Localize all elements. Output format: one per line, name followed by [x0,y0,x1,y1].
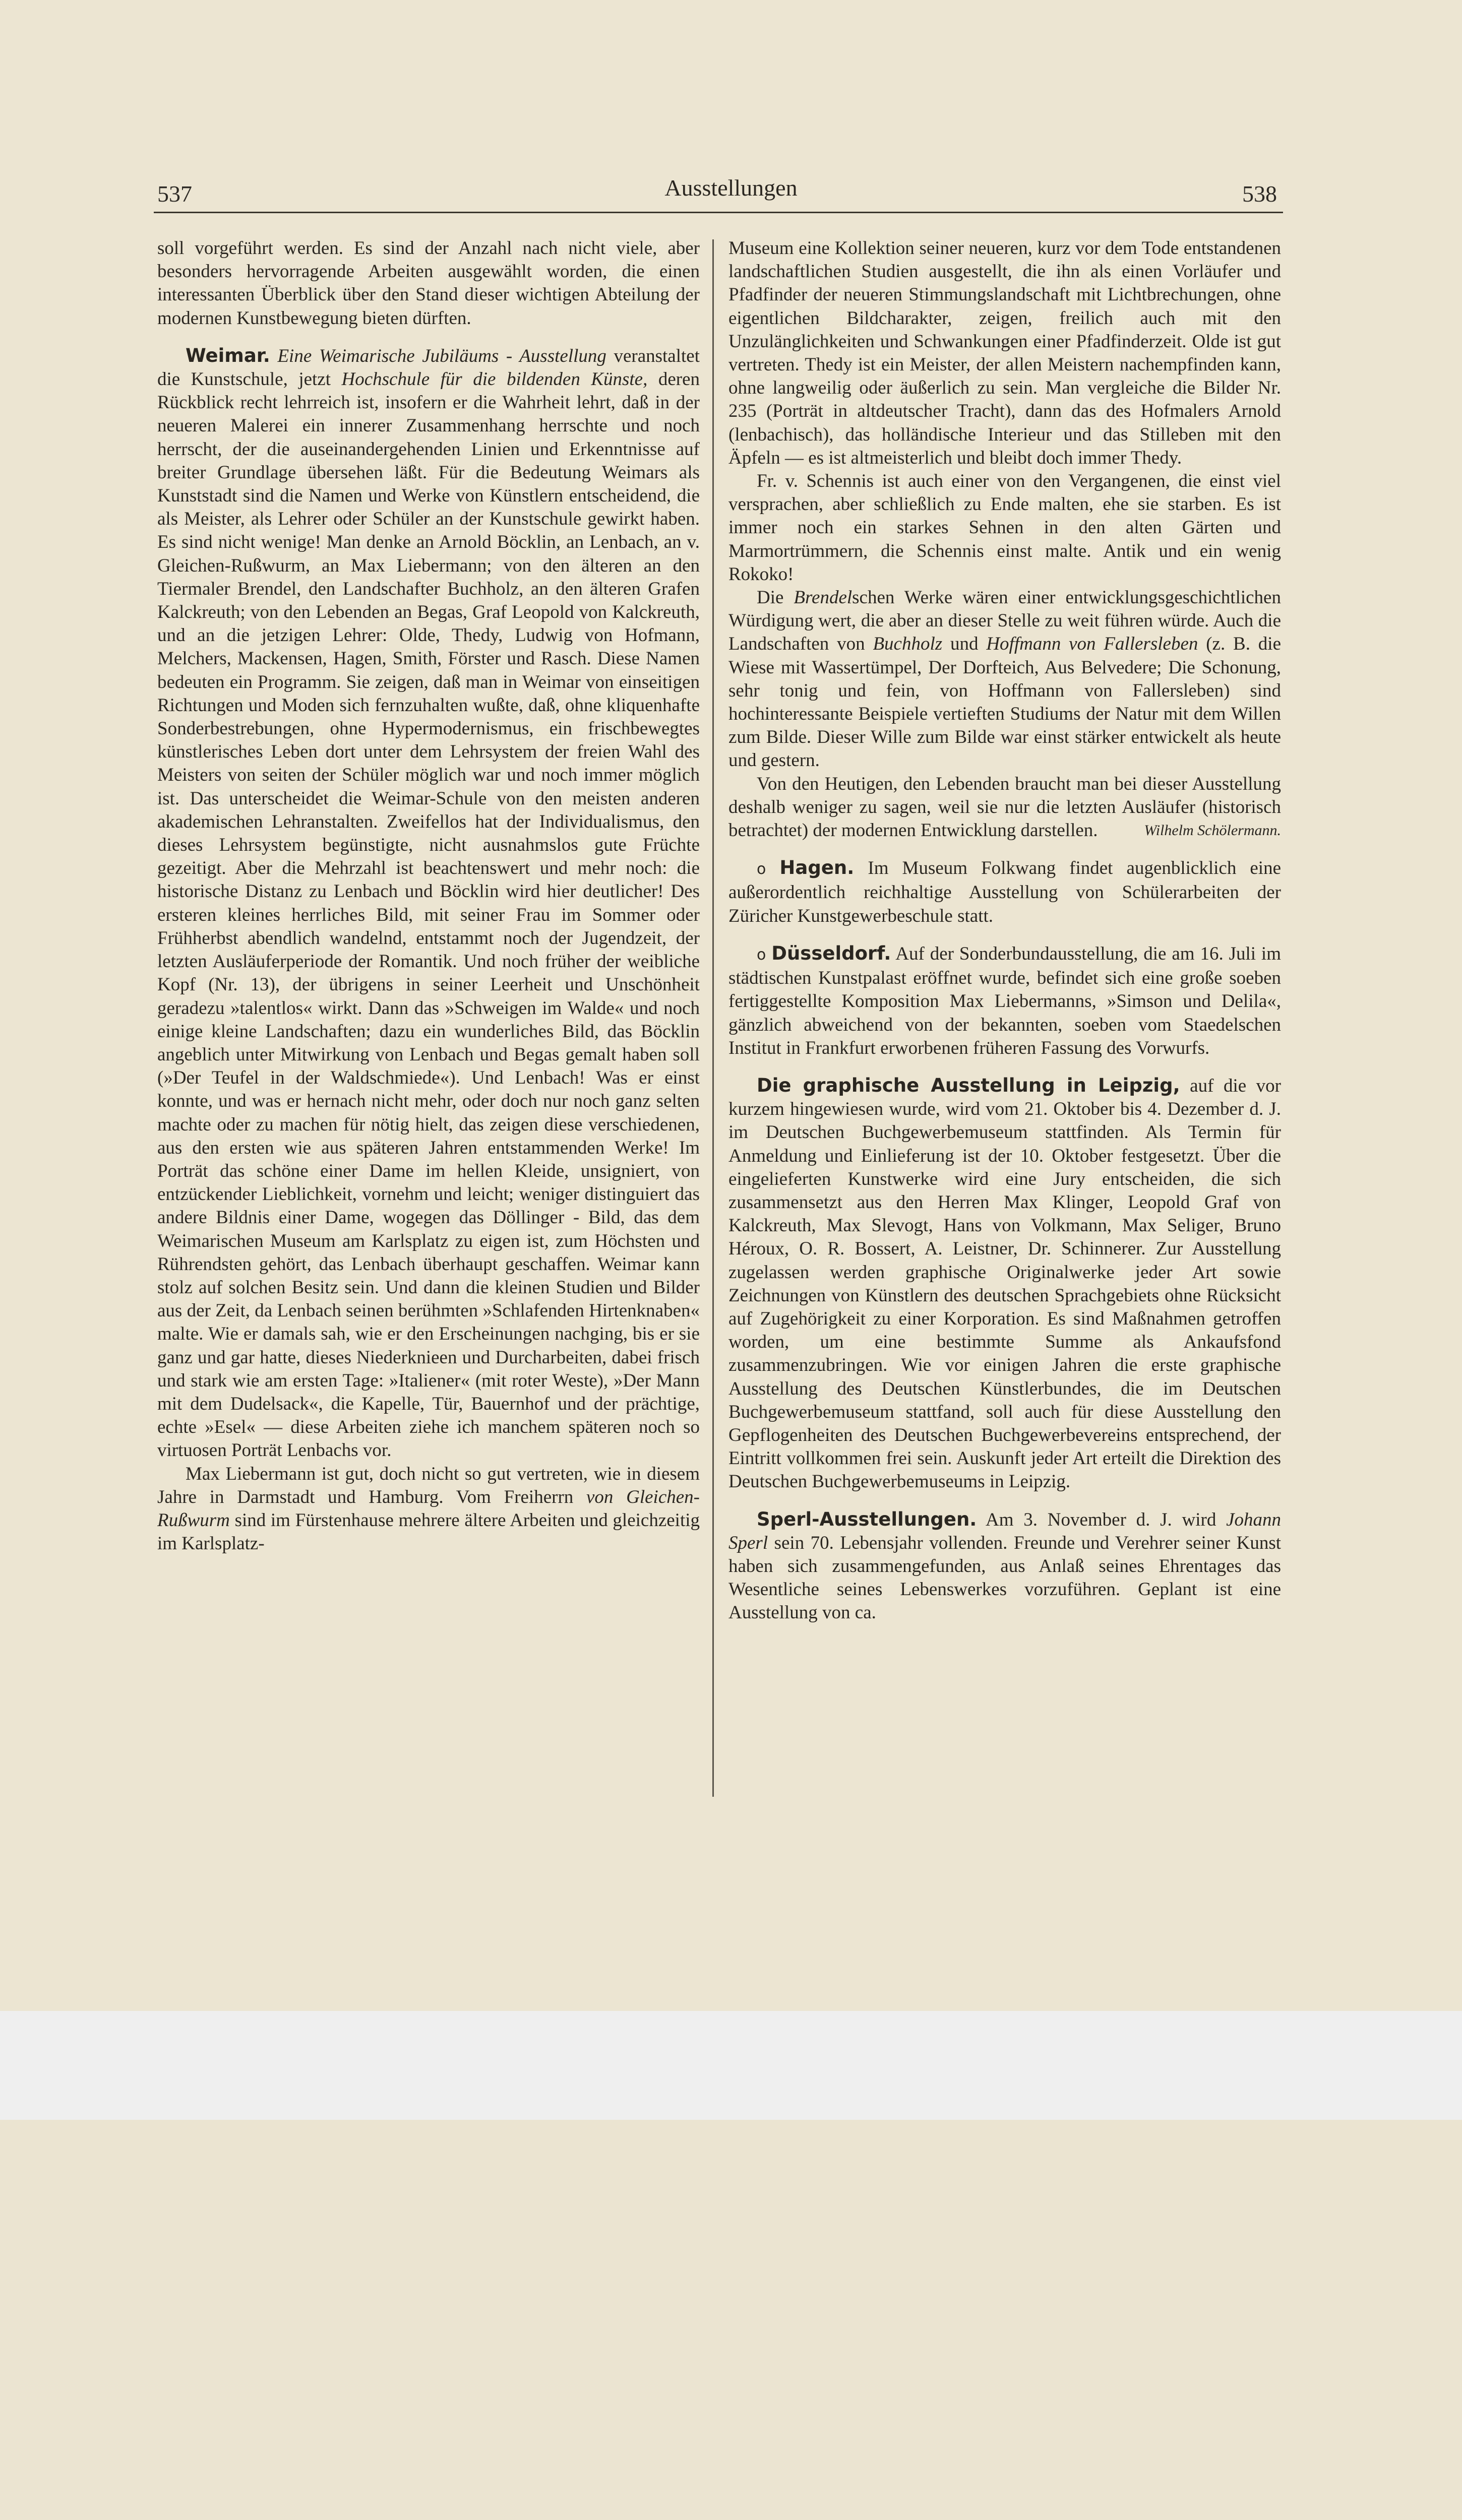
section-heading-duesseldorf: Düsseldorf. [771,942,891,964]
left-column [157,237,700,1809]
paragraph-leipzig [728,1074,1281,1494]
text-liebermann-1: Max Liebermann ist gut, doch nicht so gut vertreten, wie in diesem Jahre in Darmstadt und Hamburg. Vom Freiherrn [157,1463,700,1507]
italic-buchholz: Buchholz [873,634,943,655]
text-leipzig: auf die vor kurzem hingewiesen wurde, wird vom 21. Oktober bis 4. Dezember d. J. im Deutschen Buchgewerbemuseum stattfinden. Als Termin für Anmeldung und Einlieferung ist der 10. Oktober festgesetzt. Über die eingelieferten Kunstwerke wird eine Jury entscheiden, die sich zusammensetzt aus den Herren Max Klinger, Leopold Graf von Kalckreuth, Max Slevogt, Hans von Volkmann, Max Seliger, Bruno Héroux, O. R. Bossert, A. Leistner, Dr. Schinnerer. Zur Ausstellung zugelassen werden graphische Originalwerke jeder Art sowie Zeichnungen von Künstlern des deutschen Sprachgebiets ohne Rücksicht auf Zugehörigkeit zu einer Korporation. Es sind Maßnahmen getroffen worden, um eine bestimmte Summe als Ankaufsfond zusammenzubringen. Wie vor einigen Jahren die erste graphische Ausstellung des Deutschen Künstlerbundes, die im Deutschen Buchgewerbemuseum stattfand, soll auch für diese Ausstellung den Gepflogenheiten des Deutschen Buchgewerbevereins entsprechend, der Eintritt vollkommen frei sein. Auskunft jeder Art erteilt die Direktion des Deutschen Buchgewerbemuseums in Leipzig. [728,1075,1281,1492]
text-brendel-2: schen Werke wären einer entwicklungsgeschichtlichen Würdigung wert, die aber an dieser Stelle zu weit führen würde. Auch die Landschaften von [728,587,1281,655]
italic-hoffmann: Hoffmann von Fallersleben [986,634,1198,655]
italic-brendel: Brendel [794,587,852,608]
italic-sperl: Johann Sperl [728,1509,1281,1553]
paragraph-sperl [728,1508,1281,1625]
bullet-icon: o [757,946,766,964]
bullet-icon: o [757,860,766,878]
text-liebermann-2: sind im Fürstenhause mehrere ältere Arbeiten und gleichzeitig im Karlsplatz- [157,1509,700,1554]
text-weimar-1: veranstaltet die Kunstschule, jetzt [157,345,700,390]
italic-gleichen: von Gleichen-Rußwurm [157,1486,700,1531]
section-heading-weimar: Weimar. [186,344,270,366]
text-sperl-1: Am 3. November d. J. wird [977,1509,1227,1530]
footer-bar [0,2011,1462,2120]
text-brendel-3: und [942,634,987,655]
section-heading-sperl: Sperl-Ausstellungen. [757,1508,977,1530]
text-heutigen: Von den Heutigen, den Lebenden braucht man bei dieser Ausstellung deshalb weniger zu sagen, weil sie nur die letzten Ausläufer (historisch betrachtet) der modernen Entwicklung darstellen. [728,773,1281,841]
running-title: Ausstellungen [664,175,798,201]
section-heading-hagen: Hagen. [779,857,855,879]
text-duesseldorf: Auf der Sonderbundausstellung, die am 16. Juli im städtischen Kunstpalast eröffnet wurde, befindet sich eine große soeben fertiggestellte Komposition Max Liebermanns, »Simson und Delila«, gänzlich abweichend von der bekannten, soeben vom Staedelschen Institut in Frankfurt erworbenen früheren Fassung des Vorwurfs. [728,943,1281,1058]
paragraph-heutigen [728,773,1281,843]
paragraph-duesseldorf [728,942,1281,1060]
paragraph-hagen [728,856,1281,928]
header-rule [154,212,1283,213]
italic-hochschule: Hochschule für die bildenden Künste, [341,369,648,390]
section-heading-leipzig: Die graphische Ausstellung in Leipzig, [757,1074,1180,1096]
paragraph-brendel [728,586,1281,773]
text-brendel-1: Die [757,587,794,608]
page-number-right: 538 [1242,181,1277,207]
paragraph-museum: Museum eine Kollektion seiner neueren, kurz vor dem Tode entstandenen landschaftlichen Studien ausgestellt, die ihn als einen Vorläufer und Pfadfinder der neueren Stimmungslandschaft mit Lichtbrechungen, ohne eigentlichen Bildcharakter, zeigen, freilich auch mit den Unzulänglichkeiten und Schwankungen einer Pfadfinderzeit. Olde ist gut vertreten. Thedy ist ein Meister, der allen Meistern nachempfinden kann, ohne langweilig oder äußerlich zu sein. Man vergleiche die Bilder Nr. 235 (Porträt in altdeutscher Tracht), dann das des Hofmalers Arnold (lenbachisch), das holländische Interieur und das Stilleben mit den Äpfeln — es ist altmeisterlich und bleibt doch immer Thedy. [728,238,1281,468]
paragraph-weimar [157,344,700,1463]
page-number-left: 537 [157,181,192,207]
text-weimar-2: deren Rückblick recht lehrreich ist, insofern er die Wahrheit lehrt, daß in der neueren Malerei ein innerer Zusammenhang herrschte und noch herrscht, der die auseinandergehenden Linien und Erkenntnisse auf breiter Grundlage übersehen läßt. Für die Bedeutung Weimars als Kunststadt sind die Namen und Werke von Künstlern entscheidend, die als Meister, als Lehrer oder Schüler an der Kunstschule gewirkt haben. Es sind nicht wenige! Man denke an Arnold Böcklin, an Lenbach, an v. Gleichen-Rußwurm, an Max Liebermann; von den älteren an den Tiermaler Brendel, den Landschafter Buchholz, an den älteren Grafen Kalckreuth; von den Lebenden an Begas, Graf Leopold von Kalckreuth, und an die jetzigen Lehrer: Olde, Thedy, Ludwig von Hofmann, Melchers, Mackensen, Hagen, Smith, Förster und Rasch. Diese Namen bedeuten ein Programm. Sie zeigen, daß man in Weimar von einseitigen Richtungen und Moden sich fernzuhalten wußte, daß, ohne kliquenhafte Sonderbestrebungen, ohne Hypermodernismus, ein frischbewegtes künstlerisches Leben dort unter dem Lehrsystem der freien Wahl des Meisters von seiten der Schüler möglich war und noch immer möglich ist. Das unterscheidet die Weimar-Schule von den meisten anderen akademischen Lehranstalten. Zweifellos hat der Individualismus, den dieses Lehrsystem begünstigte, nicht ausnahmslos gute Früchte gezeitigt. Aber die Mehrzahl ist beachtenswert und mehr noch: die historische Distanz zu Lenbach und Böcklin wird hier deutlicher! Des ersteren kleines herrliches Bild, mit seiner Frau im Sommer oder Frühherbst abendlich wandelnd, entstammt noch der Jugendzeit, der letzten Ausläuferperiode der Romantik. Und noch früher der weibliche Kopf (Nr. 13), der übrigens in seiner Leerheit und Unschönheit geradezu »talentlos« wirkt. Dann das »Schweigen im Walde« und noch einige kleine Landschaften; dazu ein wunderliches Bild, das Böcklin angeblich unter Mitwirkung von Lenbach und Begas gemalt haben soll (»Der Teufel in der Waldschmiede«). Und Lenbach! Was er einst konnte, und was er hernach nicht mehr, oder doch nur noch ganz selten machte oder zu machen für nötig hielt, das zeigen diese verschiedenen, aus den ersten wie aus späteren Jahren entstammenden Werke! Im Porträt das schöne einer Dame im hellen Kleide, unsigniert, von entzückender Lieblichkeit, vornehm und leicht; weniger distinguiert das andere Bildnis einer Dame, wogegen das Döllinger - Bild, das dem Weimarischen Museum am Karlsplatz zu eigen ist, zum Höchsten und Rührendsten gehört, das Lenbach überhaupt geschaffen. Weimar kann stolz auf solchen Besitz sein. Und dann die kleinen Studien und Bilder aus der Zeit, da Lenbach seinen berühmten »Schlafenden Hirtenknaben« malte. Wie er damals sah, wie er den Erscheinungen nachging, bis er sie ganz und gar hatte, dieses Niederknieen und Durcharbeiten, dabei frisch und stark wie am ersten Tage: »Italiener« (mit roter Weste), »Der Mann mit dem Dudelsack«, die Kapelle, Tür, Bauernhof und der prächtige, echte »Esel« — diese Arbeiten ziehe ich manchem späteren noch so virtuosen Porträt Lenbachs vor. [157,369,700,1461]
paragraph-intro: soll vorgeführt werden. Es sind der Anzahl nach nicht viele, aber besonders hervorragende Arbeiten ausgewählt worden, die einen interessanten Überblick über den Stand dieser wichtigen Abteilung der modernen Kunstbewegung bieten dürften. [157,238,700,329]
right-column [728,237,1281,1809]
text-brendel-4: (z. B. die Wiese mit Wassertümpel, Der Dorfteich, Aus Belvedere; Die Schonung, sehr tonig und fein, von Hoffmann von Fallersleben) sind hochinteressante Beispiele vertieften Studiums der Natur mit dem Willen zum Bilde. Dieser Wille zum Bilde war einst stärker entwickelt als heute und gestern. [728,634,1281,771]
column-divider [712,239,714,1797]
paragraph-schennis: Fr. v. Schennis ist auch einer von den Vergangenen, die einst viel versprachen, aber schließlich zu Ende malten, ehe sie starben. Es ist immer noch ein starkes Sehnen in den alten Gärten und Marmortrümmern, die Schennis einst malte. Antik und ein wenig Rokoko! [728,471,1281,585]
author-signature: Wilhelm Schölermann. [1144,822,1281,839]
text-hagen: Im Museum Folkwang findet augenblicklich eine außerordentlich reichhaltige Ausstellung von Schülerarbeiten der Züricher Kunstgewerbeschule statt. [728,858,1281,926]
italic-weimar-title: Eine Weimarische Jubiläums - Ausstellung [277,345,606,366]
text-sperl-2: sein 70. Lebensjahr vollenden. Freunde und Verehrer seiner Kunst haben sich zusammengefunden, aus Anlaß seines Ehrentages das Wesentliche seines Lebenswerkes vorzuführen. Geplant ist eine Ausstellung von ca. [728,1532,1281,1623]
paragraph-liebermann [157,1463,700,1556]
